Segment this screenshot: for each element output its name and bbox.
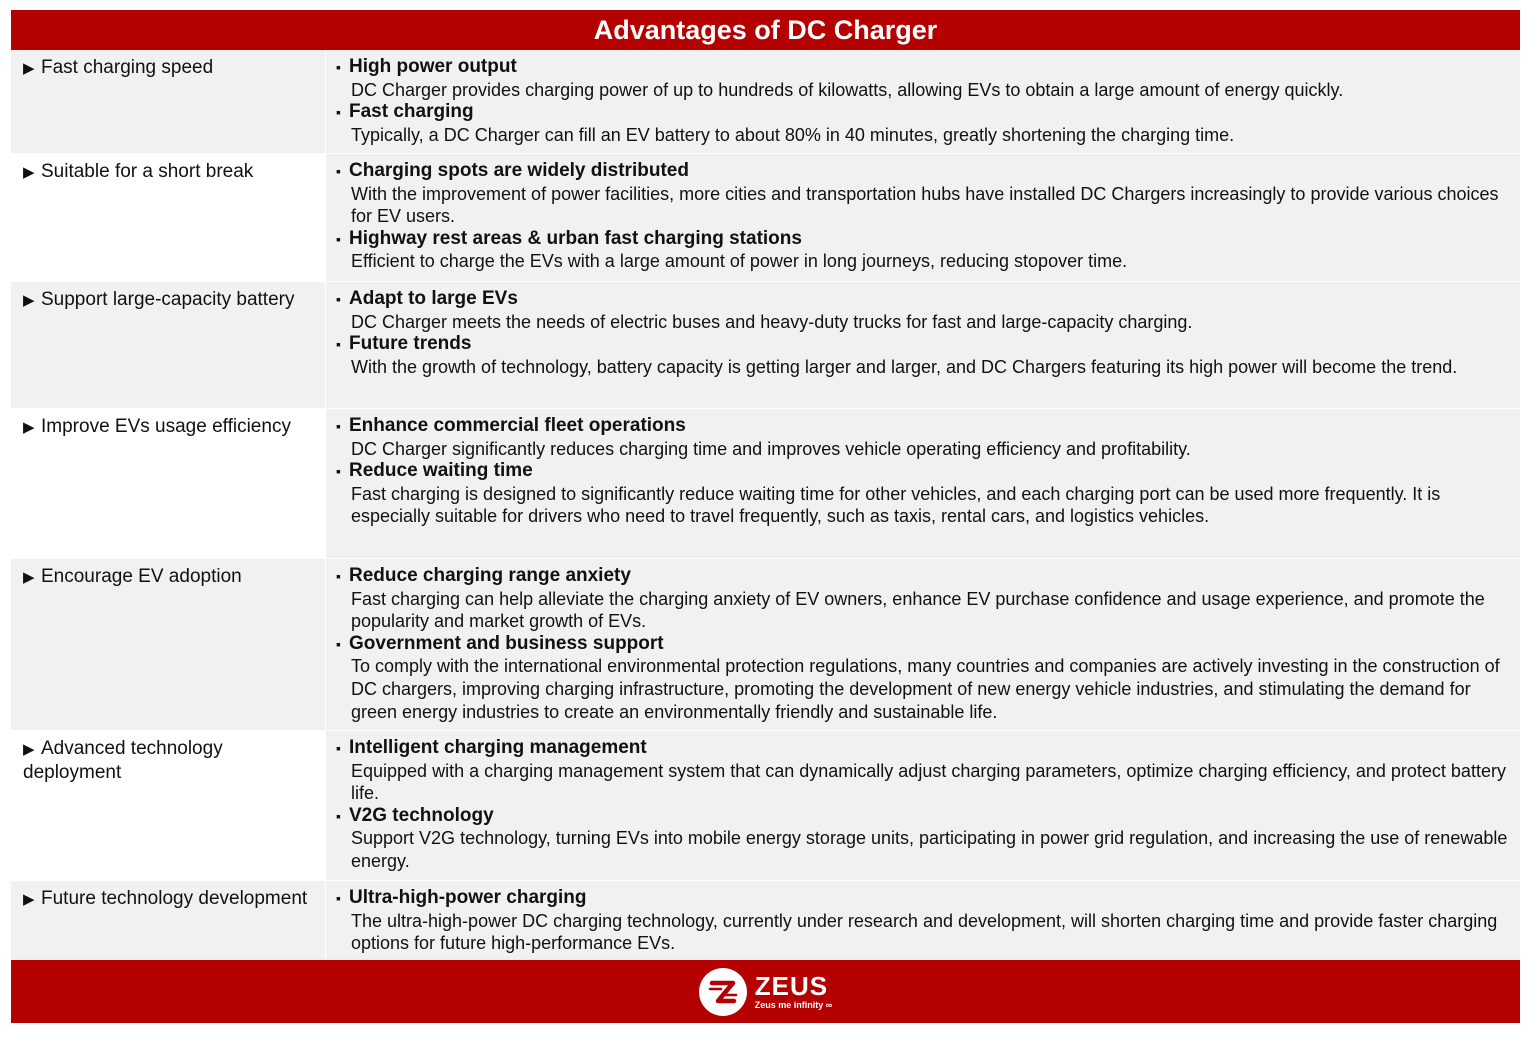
point-body: DC Charger significantly reduces charging time and improves vehicle operating efficiency and profitability. [351,438,1191,459]
square-bullet-icon: ▪ [336,291,341,307]
row-label [11,731,325,880]
point-heading-text: V2G technology [349,804,494,826]
point-heading-text: Adapt to large EVs [349,288,518,309]
row-label [11,154,325,281]
footer-bar [11,960,1520,1023]
square-bullet-icon: ▪ [336,740,341,756]
point-heading [336,633,1512,656]
row-points [325,559,1520,730]
point-body: To comply with the international environmental protection regulations, many countries and companies are actively investing in the construction of DC chargers, improving charging infrastructure, promoting the development of new energy vehicle industries, and stimulating the demand for green energy industries to create an environmentally friendly and sustainable life. [351,656,1500,722]
point-heading-text: Intelligent charging management [349,737,647,758]
point-body: The ultra-high-power DC charging technology, currently under research and development, will shorten charging time and provide faster charging options for future high-performance EVs. [351,910,1498,954]
point-body: Typically, a DC Charger can fill an EV battery to about 80% in 40 minutes, greatly shortening the charging time. [351,124,1235,145]
point-heading [336,415,1512,438]
point-body: Equipped with a charging management system that can dynamically adjust charging parameters, optimize charging efficiency, and protect battery life. [351,760,1506,804]
square-bullet-icon: ▪ [336,104,341,121]
point-heading [336,805,1512,828]
row-label-text: Advanced technology deployment [23,738,223,783]
table-row [11,409,1520,559]
row-points [325,282,1520,408]
table-row [11,50,1520,154]
row-label-text: Improve EVs usage efficiency [41,416,291,437]
square-bullet-icon: ▪ [336,230,341,247]
row-label-text: Support large-capacity battery [41,289,295,310]
point-heading-text: Future trends [349,333,472,355]
brand-name: ZEUS [754,970,829,1001]
table-title: Advantages of DC Charger [11,10,1520,50]
square-bullet-icon: ▪ [336,568,341,584]
triangle-bullet-icon: ▶ [23,419,35,436]
row-label-text: Encourage EV adoption [41,566,242,587]
square-bullet-icon: ▪ [336,418,341,434]
triangle-bullet-icon: ▶ [23,891,35,908]
point-heading-text: High power output [349,56,517,77]
point-heading [336,887,1512,910]
table-row [11,282,1520,409]
point-body: Fast charging is designed to significantly reduce waiting time for other vehicles, and each charging port can be used more frequently. It is especially suitable for drivers who need to travel frequently, such as taxis, rental cars, and logistics vehicles. [351,483,1441,527]
point-heading-text: Charging spots are widely distributed [349,160,689,181]
point-body: DC Charger meets the needs of electric buses and heavy-duty trucks for fast and large-capacity charging. [351,311,1193,332]
point-heading-text: Highway rest areas & urban fast charging stations [349,227,802,249]
point-heading [336,565,1512,588]
triangle-bullet-icon: ▶ [23,60,35,77]
row-points [325,881,1520,961]
point-heading [336,737,1512,760]
point-body: DC Charger provides charging power of up to hundreds of kilowatts, allowing EVs to obtain a large amount of energy quickly. [351,79,1344,100]
square-bullet-icon: ▪ [336,807,341,824]
row-label [11,50,325,153]
point-heading [336,101,1512,124]
point-heading-text: Reduce charging range anxiety [349,565,631,586]
triangle-bullet-icon: ▶ [23,292,35,309]
point-heading-text: Enhance commercial fleet operations [349,415,686,436]
point-heading [336,56,1512,79]
table-row [11,881,1520,962]
triangle-bullet-icon: ▶ [23,164,35,181]
row-label [11,881,325,961]
advantages-table [11,10,1520,962]
point-heading [336,288,1512,311]
square-bullet-icon: ▪ [336,890,341,906]
row-points [325,731,1520,880]
table-row [11,559,1520,731]
brand-tagline: Zeus me infinity ∞ [754,999,833,1010]
row-points [325,50,1520,153]
point-heading [336,228,1512,251]
row-points [325,154,1520,281]
point-heading-text: Fast charging [349,101,474,123]
zeus-z-logo-icon [699,968,747,1016]
point-heading-text: Reduce waiting time [349,460,533,482]
square-bullet-icon: ▪ [336,463,341,480]
row-points [325,409,1520,558]
row-label-text: Fast charging speed [41,57,214,78]
row-label-text: Suitable for a short break [41,161,254,182]
point-body: Efficient to charge the EVs with a large amount of power in long journeys, reducing stopover time. [351,251,1128,272]
point-body: With the improvement of power facilities, more cities and transportation hubs have installed DC Chargers increasingly to provide various choices for EV users. [351,183,1499,227]
row-label [11,282,325,408]
square-bullet-icon: ▪ [336,635,341,652]
square-bullet-icon: ▪ [336,336,341,353]
point-heading [336,160,1512,183]
point-heading-text: Government and business support [349,632,664,654]
triangle-bullet-icon: ▶ [23,741,35,758]
row-label-text: Future technology development [41,888,308,909]
square-bullet-icon: ▪ [336,59,341,75]
row-label [11,559,325,730]
table-row [11,731,1520,881]
logo-text [754,970,833,1011]
point-heading-text: Ultra-high-power charging [349,887,587,908]
point-body: Support V2G technology, turning EVs into mobile energy storage units, participating in power grid regulation, and increasing the use of renewable energy. [351,828,1508,871]
point-body: Fast charging can help alleviate the charging anxiety of EV owners, enhance EV purchase confidence and usage experience, and promote the popularity and market growth of EVs. [351,588,1485,632]
row-label [11,409,325,558]
point-body: With the growth of technology, battery capacity is getting larger and larger, and DC Chargers featuring its high power will become the trend. [351,356,1458,377]
square-bullet-icon: ▪ [336,163,341,179]
table-row [11,154,1520,282]
zeus-logo [699,968,832,1016]
point-heading [336,460,1512,483]
triangle-bullet-icon: ▶ [23,569,35,586]
point-heading [336,333,1512,356]
